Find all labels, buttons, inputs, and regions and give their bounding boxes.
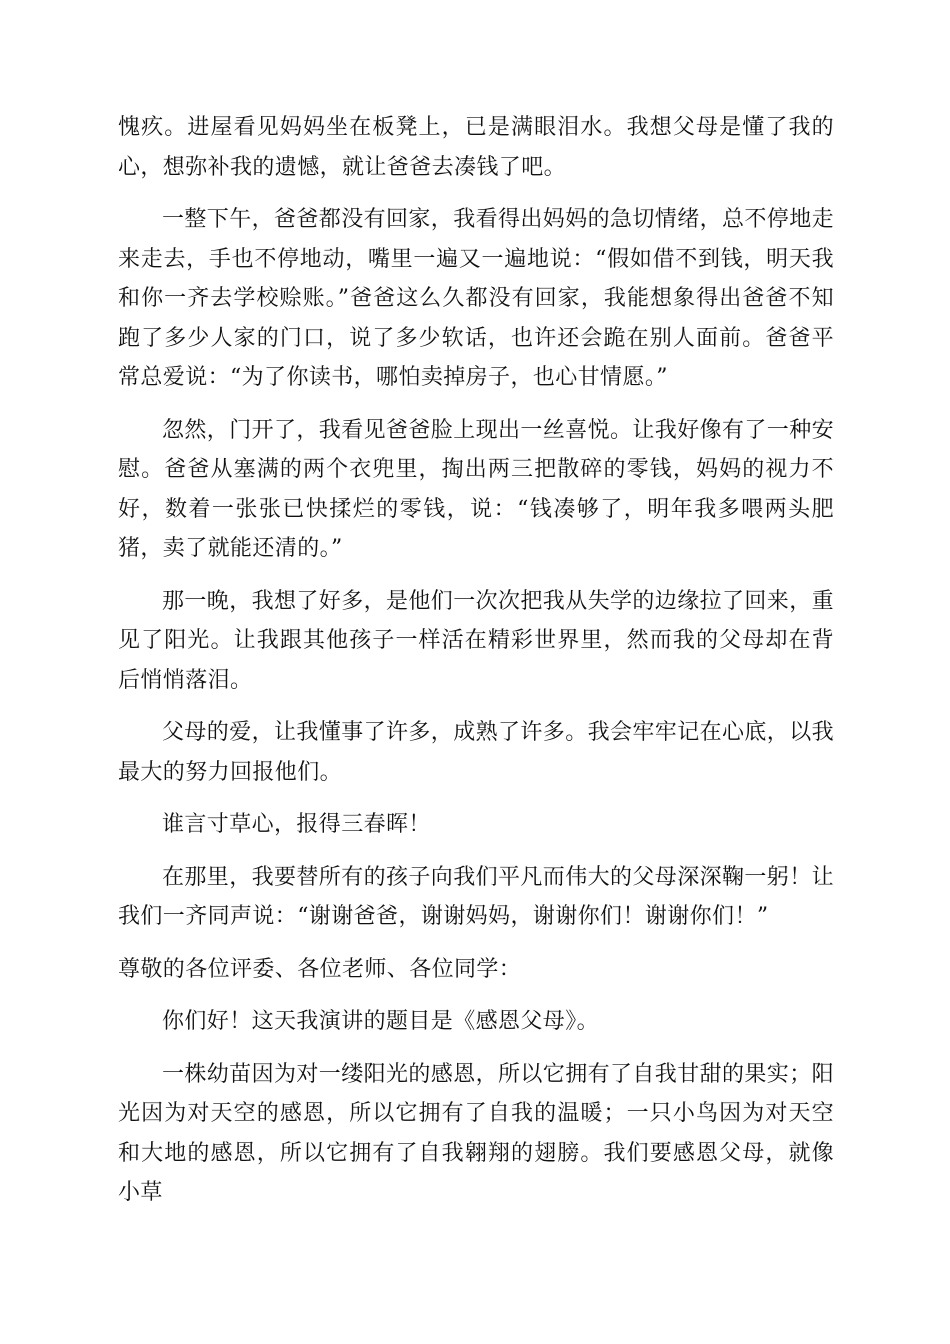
body-text: [118, 108, 834, 1226]
paragraph-5: 父母的爱，让我懂事了许多，成熟了许多。我会牢牢记在心底，以我最大的努力回报他们。: [118, 720, 835, 785]
salutation: 尊敬的各位评委、各位老师、各位同学：: [118, 956, 522, 982]
paragraph-10: 一株幼苗因为对一缕阳光的感恩，所以它拥有了自我甘甜的果实；阳光因为对天空的感恩，所以它拥有了自我的温暖；一只小鸟因为对天空和大地的感恩，所以它拥有了自我翱翔的翅膀。我们要感恩父母，就像小草: [118, 1061, 835, 1205]
paragraph-7: 在那里，我要替所有的孩子向我们平凡而伟大的父母深深鞠一躬！让我们一齐同声说：“谢谢爸爸，谢谢妈妈，谢谢你们！谢谢你们！”: [118, 864, 835, 929]
paragraph-3: 忽然，门开了，我看见爸爸脸上现出一丝喜悦。让我好像有了一种安慰。爸爸从塞满的两个衣兜里，掏出两三把散碎的零钱，妈妈的视力不好，数着一张张已快揉烂的零钱，说：“钱凑够了，明年我多喂两头肥猪，卖了就能还清的。”: [118, 417, 835, 561]
paragraph-4: 那一晚，我想了好多，是他们一次次把我从失学的边缘拉了回来，重见了阳光。让我跟其他孩子一样活在精彩世界里，然而我的父母却在背后悄悄落泪。: [118, 588, 835, 693]
paragraph-6: 谁言寸草心，报得三春晖！: [162, 812, 431, 837]
paragraph-1: 愧疚。进屋看见妈妈坐在板凳上，已是满眼泪水。我想父母是懂了我的心，想弥补我的遗憾，就让爸爸去凑钱了吧。: [118, 115, 834, 180]
paragraph-9: 你们好！这天我演讲的题目是《感恩父母》。: [162, 1009, 600, 1034]
paragraph-2: 一整下午，爸爸都没有回家，我看得出妈妈的急切情绪，总不停地走来走去，手也不停地动，嘴里一遍又一遍地说：“假如借不到钱，明天我和你一齐去学校赊账。”爸爸这么久都没有回家，我能想象得出爸爸不知跑了多少人家的门口，说了多少软话，也许还会跪在别人面前。爸爸平常总爱说：“为了你读书，哪怕卖掉房子，也心甘情愿。”: [118, 207, 835, 390]
